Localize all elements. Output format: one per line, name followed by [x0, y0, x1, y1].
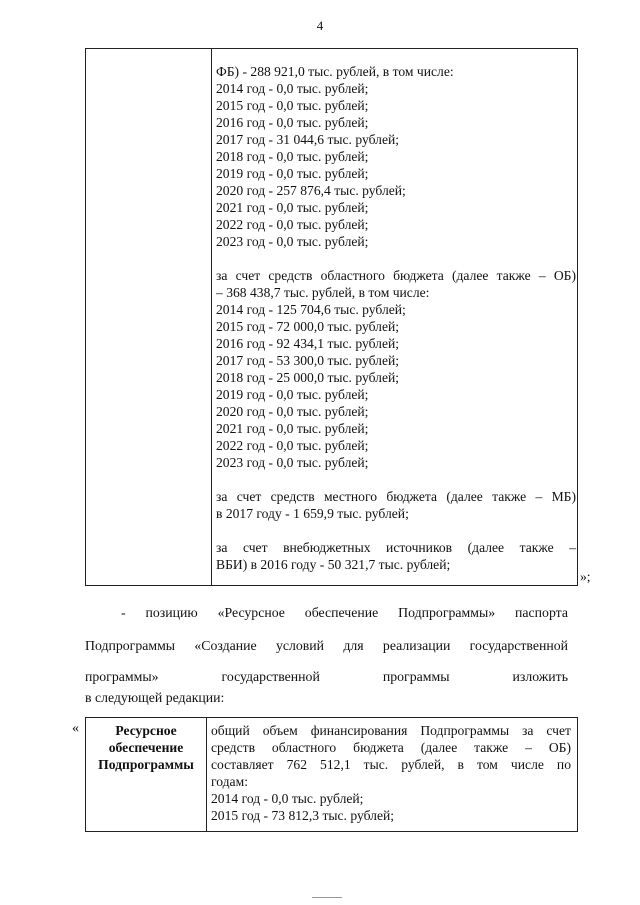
- blank-line: [216, 522, 576, 539]
- label-line: обеспечение: [108, 740, 184, 755]
- funding-line: составляет 762 512,1 тыс. рублей, в том числе по: [211, 757, 571, 772]
- funding-line: средств областного бюджета (далее также – ОБ): [211, 740, 571, 755]
- label-line: Ресурсное: [115, 723, 177, 738]
- resource-provision-label: [86, 722, 206, 773]
- blank-line: [216, 471, 576, 488]
- paragraph-line: в следующей редакции:: [85, 690, 225, 705]
- funding-line: годам:: [211, 774, 248, 789]
- funding-line: 2014 год - 0,0 тыс. рублей;: [216, 81, 369, 96]
- funding-line: за счет средств областного бюджета (далее также – ОБ): [216, 268, 576, 283]
- amendment-paragraph: [85, 603, 568, 707]
- opening-quote: «: [72, 721, 79, 736]
- funding-line: 2021 год - 0,0 тыс. рублей;: [216, 421, 369, 436]
- funding-line: 2023 год - 0,0 тыс. рублей;: [216, 234, 369, 249]
- label-line: Подпрограммы: [98, 757, 194, 772]
- funding-line: в 2017 году - 1 659,9 тыс. рублей;: [216, 506, 409, 521]
- funding-line: 2020 год - 257 876,4 тыс. рублей;: [216, 183, 406, 198]
- funding-line: 2019 год - 0,0 тыс. рублей;: [216, 166, 369, 181]
- resource-provision-details: [211, 722, 571, 824]
- funding-line: 2014 год - 0,0 тыс. рублей;: [211, 791, 364, 806]
- funding-line: 2019 год - 0,0 тыс. рублей;: [216, 387, 369, 402]
- footer-mark: [312, 897, 342, 898]
- funding-details-cell: [216, 63, 576, 573]
- funding-line: 2018 год - 25 000,0 тыс. рублей;: [216, 370, 400, 385]
- funding-line: 2015 год - 0,0 тыс. рублей;: [216, 98, 369, 113]
- funding-line: 2014 год - 125 704,6 тыс. рублей;: [216, 302, 406, 317]
- funding-table-continuation: [85, 48, 578, 586]
- paragraph-line: программы» государственной программы изложить: [85, 669, 568, 684]
- funding-line: общий объем финансирования Подпрограммы за счет: [211, 723, 571, 738]
- funding-line: 2017 год - 31 044,6 тыс. рублей;: [216, 132, 400, 147]
- funding-line: ВБИ) в 2016 году - 50 321,7 тыс. рублей;: [216, 557, 451, 572]
- funding-line: – 368 438,7 тыс. рублей, в том числе:: [216, 285, 430, 300]
- paragraph-line: - позицию «Ресурсное обеспечение Подпрограммы» паспорта: [121, 605, 568, 620]
- funding-line: 2018 год - 0,0 тыс. рублей;: [216, 149, 369, 164]
- funding-line: 2022 год - 0,0 тыс. рублей;: [216, 217, 369, 232]
- funding-line: 2021 год - 0,0 тыс. рублей;: [216, 200, 369, 215]
- funding-line: 2016 год - 92 434,1 тыс. рублей;: [216, 336, 400, 351]
- funding-line: за счет средств местного бюджета (далее также – МБ): [216, 489, 576, 504]
- funding-line: ФБ) - 288 921,0 тыс. рублей, в том числе:: [216, 64, 454, 79]
- funding-line: 2023 год - 0,0 тыс. рублей;: [216, 455, 369, 470]
- funding-line: 2015 год - 73 812,3 тыс. рублей;: [211, 808, 395, 823]
- funding-line: 2017 год - 53 300,0 тыс. рублей;: [216, 353, 400, 368]
- paragraph-line: Подпрограммы «Создание условий для реализации государственной: [85, 638, 568, 653]
- funding-line: 2016 год - 0,0 тыс. рублей;: [216, 115, 369, 130]
- blank-line: [216, 250, 576, 267]
- table-column-divider: [206, 718, 207, 831]
- funding-line: за счет внебюджетных источников (далее также –: [216, 540, 576, 555]
- funding-line: 2022 год - 0,0 тыс. рублей;: [216, 438, 369, 453]
- funding-line: 2020 год - 0,0 тыс. рублей;: [216, 404, 369, 419]
- closing-quote: »;: [580, 569, 591, 584]
- funding-line: 2015 год - 72 000,0 тыс. рублей;: [216, 319, 400, 334]
- page-number: 4: [316, 18, 324, 33]
- table-column-divider: [211, 49, 212, 585]
- resource-provision-table: [85, 717, 578, 832]
